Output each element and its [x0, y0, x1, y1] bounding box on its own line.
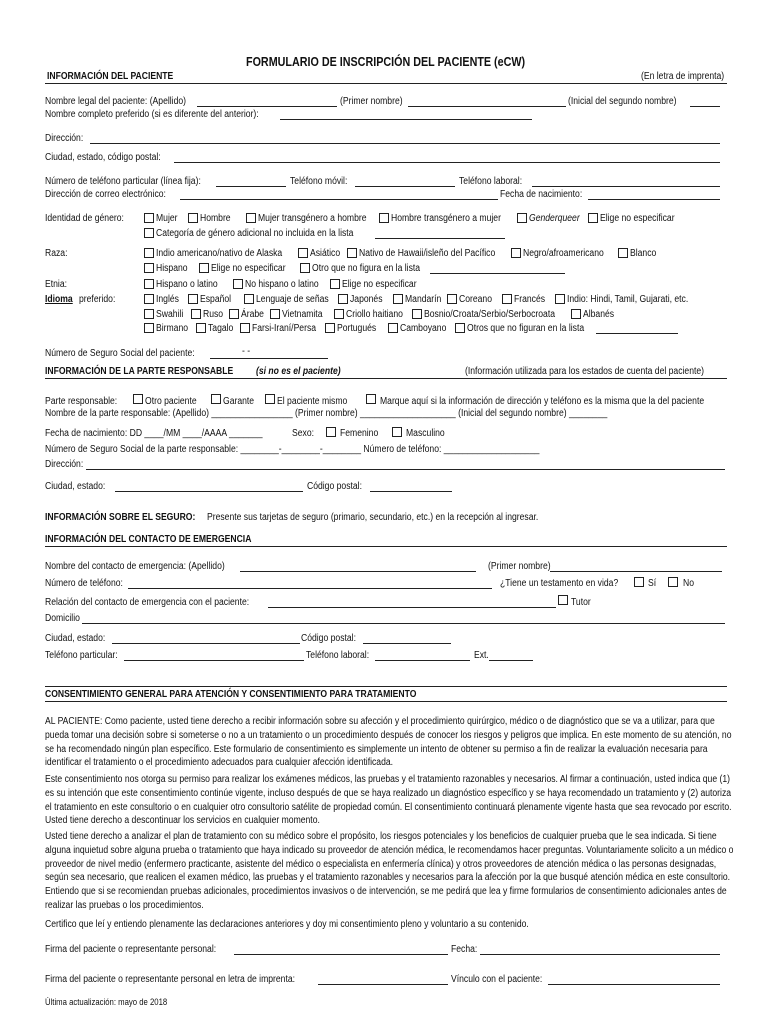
responsible-address-label: Dirección:: [45, 459, 84, 470]
divider: [45, 378, 727, 379]
will-checkbox-yes[interactable]: [634, 577, 644, 587]
language-checkbox[interactable]: [338, 294, 348, 304]
party-label: Parte responsable:: [45, 396, 118, 407]
language-checkbox[interactable]: [571, 309, 581, 319]
language-checkbox[interactable]: [229, 309, 239, 319]
race-label: Raza:: [45, 248, 68, 259]
responsible-address-field[interactable]: [86, 469, 725, 470]
language-other-field[interactable]: [596, 333, 678, 334]
will-option: Sí: [648, 578, 657, 589]
race-checkbox[interactable]: [618, 248, 628, 258]
preferred-name-field[interactable]: [280, 119, 532, 120]
language-checkbox[interactable]: [325, 323, 335, 333]
responsible-zip-field[interactable]: [370, 491, 452, 492]
date-field[interactable]: [480, 954, 720, 955]
ext-field[interactable]: [489, 660, 533, 661]
language-option: Lenguaje de señas: [256, 294, 329, 305]
race-option: Negro/afroamericano: [523, 248, 604, 259]
city-label: Ciudad, estado, código postal:: [45, 152, 161, 163]
gender-option: Hombre: [200, 213, 231, 224]
gender-checkbox-trans-man[interactable]: [246, 213, 256, 223]
language-option: Inglés: [156, 294, 179, 305]
race-option: Otro que no figura en la lista: [312, 263, 421, 274]
gender-checkbox-decline[interactable]: [588, 213, 598, 223]
language-checkbox[interactable]: [196, 323, 206, 333]
responsible-note: (Información utilizada para los estados de cuenta del paciente): [465, 366, 705, 377]
language-checkbox[interactable]: [447, 294, 457, 304]
language-checkbox[interactable]: [144, 294, 154, 304]
race-checkbox[interactable]: [300, 263, 310, 273]
emergency-home-label: Teléfono particular:: [45, 650, 118, 661]
same-address-checkbox[interactable]: [366, 394, 376, 404]
emergency-heading: INFORMACIÓN DEL CONTACTO DE EMERGENCIA: [45, 534, 252, 545]
preferred-name-label: Nombre completo preferido (si es diferente del anterior):: [45, 109, 259, 120]
gender-option: Elige no especificar: [600, 213, 675, 224]
language-checkbox[interactable]: [555, 294, 565, 304]
ssn-label: Número de Seguro Social del paciente:: [45, 348, 195, 359]
language-option: Árabe: [241, 309, 264, 320]
emergency-phone-field[interactable]: [128, 588, 492, 589]
language-option: Swahili: [156, 309, 184, 320]
language-checkbox[interactable]: [334, 309, 344, 319]
language-checkbox[interactable]: [240, 323, 250, 333]
emergency-last-name-field[interactable]: [240, 571, 476, 572]
form-title: FORMULARIO DE INSCRIPCIÓN DEL PACIENTE (eCW): [246, 55, 526, 69]
emergency-first-name-field[interactable]: [550, 571, 722, 572]
will-option: No: [683, 578, 695, 589]
language-option: Francés: [514, 294, 546, 305]
ethnicity-option: Hispano o latino: [156, 279, 218, 290]
party-checkbox[interactable]: [265, 394, 275, 404]
race-checkbox[interactable]: [511, 248, 521, 258]
relationship-label: Vínculo con el paciente:: [451, 974, 543, 985]
legal-name-label: Nombre legal del paciente: (Apellido): [45, 96, 187, 107]
language-option: Vietnamita: [282, 309, 323, 320]
divider: [45, 701, 727, 702]
gender-option: Mujer transgénero a hombre: [258, 213, 367, 224]
relation-label: Relación del contacto de emergencia con el paciente:: [45, 597, 250, 608]
consent-paragraph-2: Este consentimiento nos otorga su permiso para realizar los exámenes médicos, las pruebas y el tratamiento razonables y necesarios. Al firmar a continuación, usted indica que (1) es su intención que este consentimiento continúe vigente, incluso después de que se haya realizado un diagnóstico específico y se haya recomendado un tratamiento y (2) autoriza el tratamiento en este consultorio o en cualquier otro consultorio satélite de propiedad común. El consentimiento continuará plenamente vigente hasta que sea revocado por escrito. Usted tiene derecho a descontinuar los servicios en cualquier momento.: [45, 774, 732, 827]
party-checkbox[interactable]: [211, 394, 221, 404]
emergency-zip-label: Código postal:: [301, 633, 356, 644]
language-option: Tagalo: [208, 323, 234, 334]
gender-checkbox-trans-woman[interactable]: [379, 213, 389, 223]
responsible-heading-note: (si no es el paciente): [256, 366, 341, 377]
emergency-zip-field[interactable]: [363, 643, 451, 644]
race-checkbox[interactable]: [347, 248, 357, 258]
home-phone-field[interactable]: [216, 186, 286, 187]
print-name-field[interactable]: [318, 984, 448, 985]
emergency-city-label: Ciudad, estado:: [45, 633, 106, 644]
footer-updated: Última actualización: mayo de 2018: [45, 997, 168, 1007]
emergency-work-field[interactable]: [375, 660, 470, 661]
ethnicity-checkbox[interactable]: [144, 279, 154, 289]
sex-option: Femenino: [340, 428, 379, 439]
language-option: Albanés: [583, 309, 615, 320]
email-label: Dirección de correo electrónico:: [45, 189, 166, 200]
language-checkbox[interactable]: [244, 294, 254, 304]
insurance-text: Presente sus tarjetas de seguro (primario, secundario, etc.) en la recepción al ingresar.: [207, 512, 539, 523]
relation-field[interactable]: [268, 607, 556, 608]
consent-paragraph-1: AL PACIENTE: Como paciente, usted tiene derecho a recibir información sobre su afección y el procedimiento quirúrgico, médico o de diagnóstico que se va a utilizar, para que pueda tomar una decisión sobre si someterse o no a un tratamiento o un procedimiento después de conocer los riesgos y peligros que implica. En este momento de su atención, no se ha recomendado ningún plan específico. Este formulario de consentimiento es simplemente un intento de obtener su permiso a fin de realizar la evaluación necesaria para identificar el tratamiento o el procedimiento adecuados para cualquier afección identificada.: [45, 716, 732, 769]
language-option: Español: [200, 294, 232, 305]
responsible-name-line: Nombre de la parte responsable: (Apellido) _________________ (Primer nombre) ____________________ (Inicial del segundo nombre) ________: [45, 408, 608, 419]
party-option: Otro paciente: [145, 396, 197, 407]
emergency-name-label: Nombre del contacto de emergencia: (Apellido): [45, 561, 225, 572]
consent-paragraph-3: Usted tiene derecho a analizar el plan de tratamiento con su médico sobre el propósito, los riesgos potenciales y los beneficios de cualquier prueba que le sea indicada. Si tiene alguna inquietud sobre alguna prueba o tratamiento que haya indicado su proveedor de atención médica, le recomendamos hacer preguntas. Voluntariamente solicito a un médico o proveedor de nivel medio (enfermero practicante, asistente del médico o especialista en enfermería clínica) y otros proveedores de atención médica o las personas designadas, según sea necesario, que realicen el examen médico, las pruebas y el tratamiento razonables y necesarios para la afección por la que busqué atención médica en este consultorio. Entiendo que si se recomiendan pruebas adicionales, procedimientos invasivos o de intervención, se me pedirá que lea y firme formularios de consentimiento adicionales antes de realizar las pruebas o los procedimientos.: [45, 831, 734, 911]
work-phone-field[interactable]: [532, 186, 720, 187]
race-option: Elige no especificar: [211, 263, 286, 274]
race-option: Nativo de Hawaii/isleño del Pacífico: [359, 248, 496, 259]
race-other-field[interactable]: [430, 273, 565, 274]
gender-checkbox-mujer[interactable]: [144, 213, 154, 223]
responsible-heading: INFORMACIÓN DE LA PARTE RESPONSABLE: [45, 366, 234, 377]
mobile-label: Teléfono móvil:: [290, 176, 348, 187]
language-checkbox[interactable]: [191, 309, 201, 319]
certify-text: Certifico que leí y entiendo plenamente las declaraciones anteriores y doy mi consentimiento pleno y voluntario a su contenido.: [45, 919, 529, 930]
language-checkbox[interactable]: [188, 294, 198, 304]
tutor-checkbox[interactable]: [558, 595, 568, 605]
insurance-heading: INFORMACIÓN SOBRE EL SEGURO:: [45, 512, 196, 523]
gender-option: Hombre transgénero a mujer: [391, 213, 501, 224]
home-phone-label: Número de teléfono particular (línea fija):: [45, 176, 201, 187]
dob-field[interactable]: [588, 199, 720, 200]
race-checkbox[interactable]: [144, 263, 154, 273]
language-option: Ruso: [203, 309, 224, 320]
sex-checkbox-male[interactable]: [392, 427, 402, 437]
divider: [45, 83, 727, 84]
language-option: Mandarín: [405, 294, 442, 305]
tutor-label: Tutor: [571, 597, 591, 608]
responsible-city-label: Ciudad, estado:: [45, 481, 106, 492]
date-label: Fecha:: [451, 944, 478, 955]
gender-label: Identidad de género:: [45, 213, 124, 224]
first-name-label: (Primer nombre): [340, 96, 403, 107]
divider: [45, 686, 727, 687]
signature-field[interactable]: [234, 954, 448, 955]
gender-option: Mujer: [156, 213, 178, 224]
section-patient-heading: INFORMACIÓN DEL PACIENTE: [47, 71, 174, 82]
language-checkbox[interactable]: [502, 294, 512, 304]
language-checkbox[interactable]: [144, 323, 154, 333]
gender-checkbox-genderqueer[interactable]: [517, 213, 527, 223]
sex-checkbox-female[interactable]: [326, 427, 336, 437]
language-checkbox[interactable]: [393, 294, 403, 304]
party-option: Garante: [223, 396, 255, 407]
ethnicity-option: Elige no especificar: [342, 279, 417, 290]
address-label: Dirección:: [45, 133, 84, 144]
same-address-label: Marque aquí si la información de dirección y teléfono es la misma que la del paciente: [380, 396, 705, 407]
will-question: ¿Tiene un testamento en vida?: [500, 578, 619, 589]
gender-checkbox-hombre[interactable]: [188, 213, 198, 223]
party-checkbox[interactable]: [133, 394, 143, 404]
language-option: Camboyano: [400, 323, 447, 334]
last-name-field[interactable]: [197, 106, 337, 107]
ssn-dashes: - -: [242, 346, 251, 357]
gender-other-field[interactable]: [375, 238, 505, 239]
race-checkbox[interactable]: [298, 248, 308, 258]
language-checkbox[interactable]: [412, 309, 422, 319]
ethnicity-option: No hispano o latino: [245, 279, 319, 290]
race-option: Indio americano/nativo de Alaska: [156, 248, 283, 259]
sex-label: Sexo:: [292, 428, 314, 439]
emergency-first-label: (Primer nombre): [488, 561, 551, 572]
gender-checkbox-other[interactable]: [144, 228, 154, 238]
language-option: Coreano: [459, 294, 492, 305]
mobile-field[interactable]: [355, 186, 455, 187]
signature-label: Firma del paciente o representante personal:: [45, 944, 217, 955]
race-option: Blanco: [630, 248, 657, 259]
ethnicity-label: Etnia:: [45, 279, 67, 290]
ext-label: Ext.: [474, 650, 489, 661]
language-option: Portugués: [337, 323, 377, 334]
email-field[interactable]: [180, 199, 498, 200]
sex-option: Masculino: [406, 428, 445, 439]
language-checkbox[interactable]: [455, 323, 465, 333]
domicilio-field[interactable]: [82, 623, 725, 624]
ethnicity-checkbox[interactable]: [233, 279, 243, 289]
emergency-home-field[interactable]: [124, 660, 304, 661]
first-name-field[interactable]: [408, 106, 566, 107]
middle-initial-field[interactable]: [690, 106, 720, 107]
print-name-label: Firma del paciente o representante personal en letra de imprenta:: [45, 974, 296, 985]
language-option: Otros que no figuran en la lista: [467, 323, 585, 334]
gender-option: Categoría de género adicional no incluida en la lista: [156, 228, 354, 239]
language-label-suffix: preferido:: [79, 294, 116, 305]
language-option: Bosnio/Croata/Serbio/Serbocroata: [424, 309, 555, 320]
dob-label: Fecha de nacimiento:: [500, 189, 583, 200]
middle-initial-label: (Inicial del segundo nombre): [568, 96, 677, 107]
race-option: Hispano: [156, 263, 188, 274]
ssn-field[interactable]: [210, 358, 328, 359]
city-field[interactable]: [174, 162, 720, 163]
language-label: Idioma: [45, 294, 73, 305]
party-option: El paciente mismo: [277, 396, 348, 407]
responsible-ssn-line: Número de Seguro Social de la parte responsable: ________-________-________ Número de teléfono: ____________________: [45, 444, 540, 455]
language-option: Birmano: [156, 323, 189, 334]
language-option: Japonés: [350, 294, 383, 305]
language-checkbox[interactable]: [270, 309, 280, 319]
ethnicity-checkbox[interactable]: [330, 279, 340, 289]
domicilio-label: Domicilio: [45, 613, 80, 624]
relationship-field[interactable]: [548, 984, 720, 985]
race-checkbox[interactable]: [144, 248, 154, 258]
language-option: Indio: Hindi, Tamil, Gujarati, etc.: [567, 294, 689, 305]
language-checkbox[interactable]: [144, 309, 154, 319]
responsible-zip-label: Código postal:: [307, 481, 362, 492]
language-option: Criollo haitiano: [346, 309, 403, 320]
emergency-phone-label: Número de teléfono:: [45, 578, 123, 589]
gender-option: Genderqueer: [529, 213, 580, 224]
race-checkbox[interactable]: [199, 263, 209, 273]
print-note: (En letra de imprenta): [641, 71, 725, 82]
responsible-city-field[interactable]: [115, 491, 303, 492]
will-checkbox-no[interactable]: [668, 577, 678, 587]
consent-heading: CONSENTIMIENTO GENERAL PARA ATENCIÓN Y CONSENTIMIENTO PARA TRATAMIENTO: [45, 689, 417, 700]
language-option: Farsi-Iraní/Persa: [252, 323, 317, 334]
responsible-dob-line: Fecha de nacimiento: DD ____/MM ____/AAAA _______: [45, 428, 263, 439]
divider: [45, 546, 727, 547]
race-option: Asiático: [310, 248, 341, 259]
emergency-work-label: Teléfono laboral:: [306, 650, 370, 661]
address-field[interactable]: [90, 143, 720, 144]
work-phone-label: Teléfono laboral:: [459, 176, 523, 187]
language-checkbox[interactable]: [388, 323, 398, 333]
emergency-city-field[interactable]: [112, 643, 300, 644]
